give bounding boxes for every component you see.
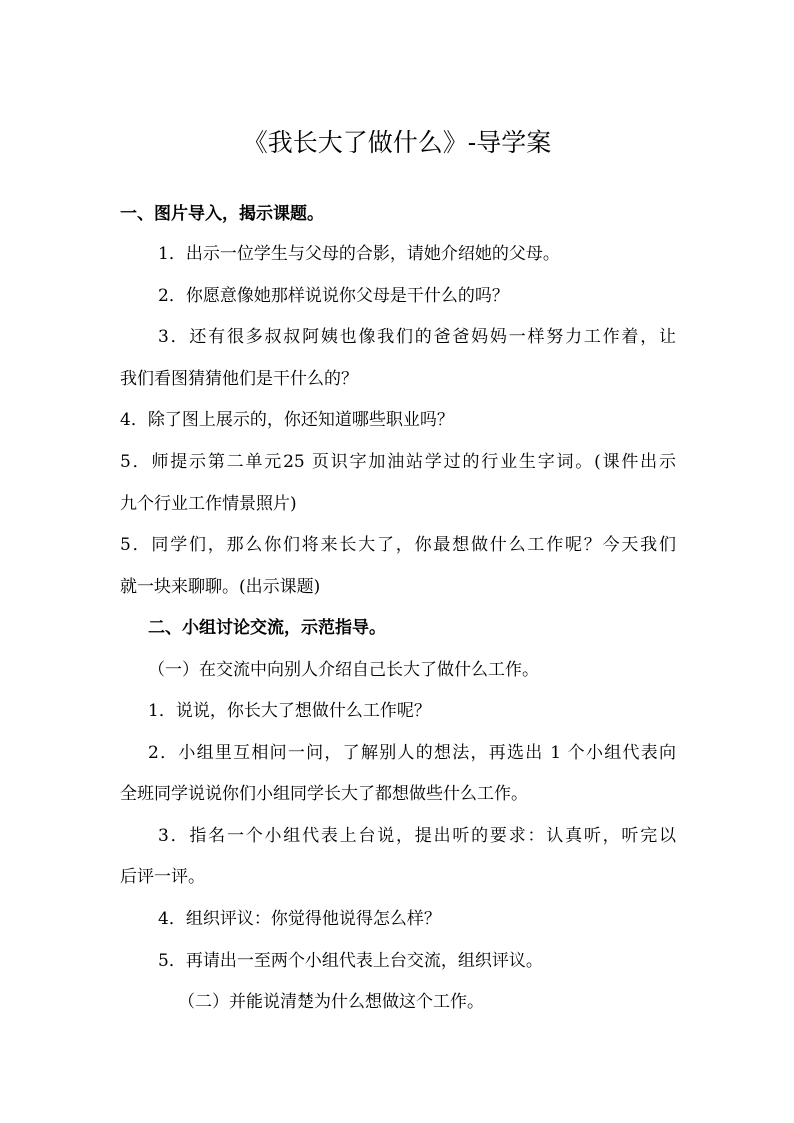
section2-item3-line1: 3．指名一个小组代表上台说，提出听的要求：认真听，听完以 xyxy=(158,826,676,846)
section2-heading: 二、小组讨论交流，示范指导。 xyxy=(148,618,386,638)
section2-sub1: （一）在交流中向别人介绍自己长大了做什么工作。 xyxy=(148,660,539,680)
section1-item5a-line2: 九个行业工作情景照片) xyxy=(120,494,297,514)
section2-item4: 4．组织评议：你觉得他说得怎么样？ xyxy=(158,909,441,929)
section2-sub2: （二）并能说清楚为什么想做这个工作。 xyxy=(178,992,484,1012)
section1-heading: 一、图片导入，揭示课题。 xyxy=(120,204,324,224)
section2-item2-line1: 2．小组里互相问一问，了解别人的想法，再选出 1 个小组代表向 xyxy=(148,743,676,763)
section1-item4: 4．除了图上展示的，你还知道哪些职业吗？ xyxy=(120,410,454,430)
section1-item2: 2．你愿意像她那样说说你父母是干什么的吗？ xyxy=(158,286,509,306)
section1-item5b-line2: 就一块来聊聊。(出示课题) xyxy=(120,577,321,597)
section1-item5a-line1: 5．师提示第二单元25 页识字加油站学过的行业生字词。(课件出示 xyxy=(120,452,676,472)
section2-item5: 5．再请出一至两个小组代表上台交流，组织评议。 xyxy=(158,951,543,971)
section1-item5b-line1: 5．同学们，那么你们将来长大了，你最想做什么工作呢？今天我们 xyxy=(120,535,676,555)
section1-item3-line2: 我们看图猜猜他们是干什么的？ xyxy=(120,369,358,389)
section2-item2-line2: 全班同学说说你们小组同学长大了都想做些什么工作。 xyxy=(120,784,528,804)
section2-item1: 1．说说，你长大了想做什么工作呢？ xyxy=(148,701,431,721)
document-title: 《我长大了做什么》-导学案 xyxy=(242,128,552,157)
section1-item1: 1．出示一位学生与父母的合影，请她介绍她的父母。 xyxy=(158,244,560,264)
section2-item3-line2: 后评一评。 xyxy=(120,867,205,887)
section1-item3-line1: 3．还有很多叔叔阿姨也像我们的爸爸妈妈一样努力工作着，让 xyxy=(158,327,676,347)
